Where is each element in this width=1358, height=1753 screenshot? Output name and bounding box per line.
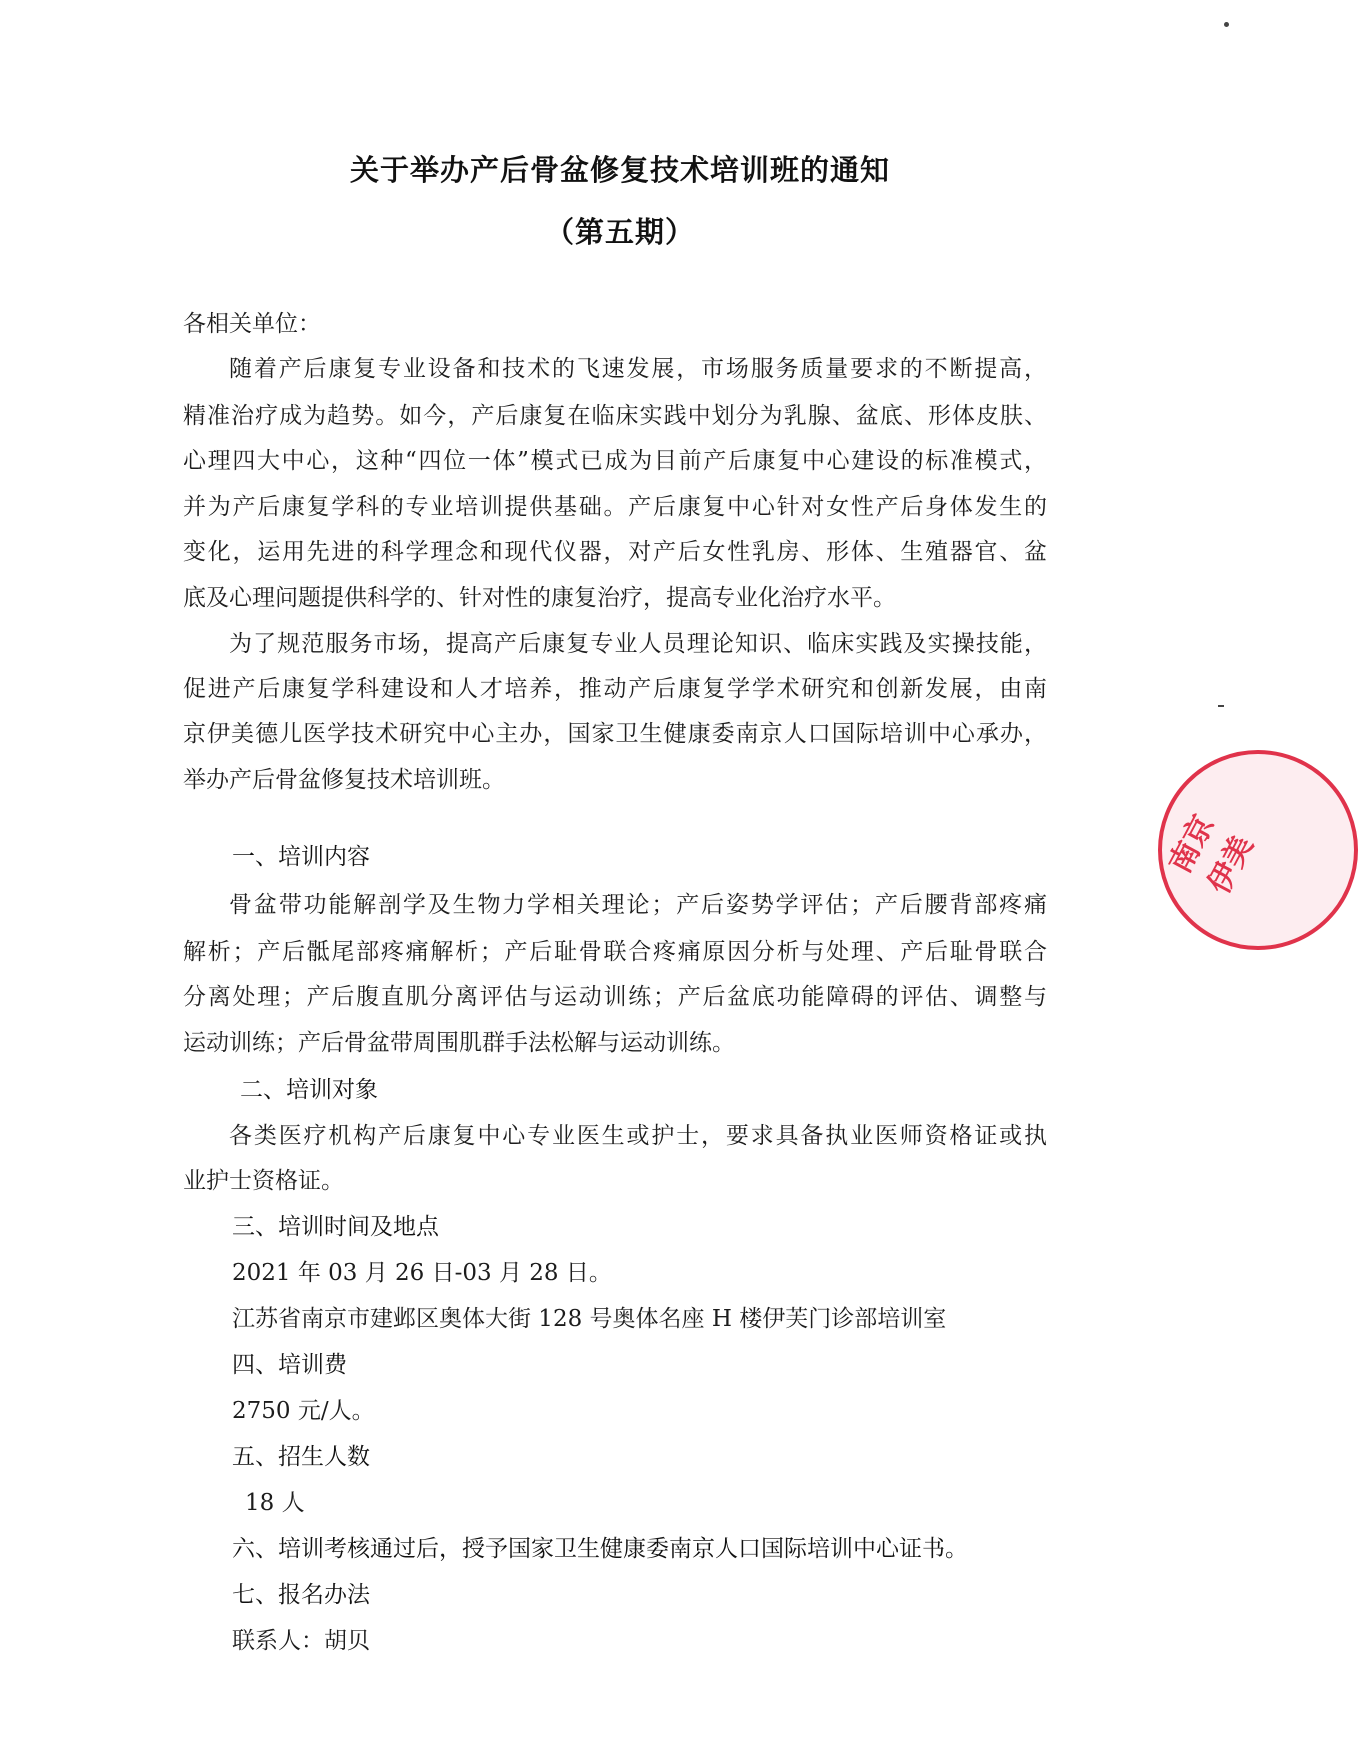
intro-line: 心理四大中心，这种“四位一体”模式已成为目前产后康复中心建设的标准模式， (183, 448, 1047, 474)
intro-line: 底及心理问题提供科学的、针对性的康复治疗，提高专业化治疗水平。 (183, 585, 896, 611)
intro-line: 变化，运用先进的科学理念和现代仪器，对产后女性乳房、形体、生殖器官、盆 (183, 539, 1047, 565)
section2-line: 业护士资格证。 (183, 1168, 344, 1194)
purpose-line: 举办产后骨盆修复技术培训班。 (183, 767, 505, 793)
section1-line: 运动训练；产后骨盆带周围肌群手法松解与运动训练。 (183, 1030, 735, 1056)
training-fee: 2750 元/人。 (232, 1398, 375, 1424)
intro-line: 并为产后康复学科的专业培训提供基础。产后康复中心针对女性产后身体发生的 (183, 494, 1047, 520)
document-subtitle: （第五期） (544, 215, 695, 249)
section-heading-content: 一、培训内容 (232, 844, 370, 870)
section-heading-fee: 四、培训费 (232, 1352, 347, 1378)
section-heading-registration: 七、报名办法 (232, 1582, 370, 1608)
contact-person: 联系人：胡贝 (232, 1628, 370, 1654)
purpose-line: 京伊美德儿医学技术研究中心主办，国家卫生健康委南京人口国际培训中心承办， (183, 721, 1047, 747)
scan-speck (1218, 705, 1224, 707)
section-heading-certificate: 六、培训考核通过后，授予国家卫生健康委南京人口国际培训中心证书。 (232, 1536, 968, 1562)
section1-line: 分离处理；产后腹直肌分离评估与运动训练；产后盆底功能障碍的评估、调整与 (183, 984, 1047, 1010)
training-date: 2021 年 03 月 26 日-03 月 28 日。 (232, 1260, 612, 1286)
purpose-line: 为了规范服务市场，提高产后康复专业人员理论知识、临床实践及实操技能， (229, 631, 1047, 657)
training-location: 江苏省南京市建邺区奥体大街 128 号奥体名座 H 楼伊芙门诊部培训室 (232, 1306, 947, 1332)
seal-text-label: 南京伊美 (1162, 809, 1261, 900)
section2-line: 各类医疗机构产后康复中心专业医生或护士，要求具备执业医师资格证或执 (229, 1123, 1047, 1149)
salutation: 各相关单位： (183, 311, 321, 337)
enrollment-count: 18 人 (245, 1490, 305, 1516)
purpose-line: 促进产后康复学科建设和人才培养，推动产后康复学学术研究和创新发展，由南 (183, 676, 1047, 702)
section1-line: 解析；产后骶尾部疼痛解析；产后耻骨联合疼痛原因分析与处理、产后耻骨联合 (183, 939, 1047, 965)
section-heading-time-place: 三、培训时间及地点 (232, 1214, 439, 1240)
section-heading-audience: 二、培训对象 (240, 1077, 378, 1103)
section-heading-enrollment: 五、招生人数 (232, 1444, 370, 1470)
document-title: 关于举办产后骨盆修复技术培训班的通知 (349, 153, 890, 187)
intro-line: 精准治疗成为趋势。如今，产后康复在临床实践中划分为乳腺、盆底、形体皮肤、 (183, 403, 1047, 429)
scan-speck (1224, 22, 1229, 27)
intro-line: 随着产后康复专业设备和技术的飞速发展，市场服务质量要求的不断提高， (229, 356, 1047, 382)
section1-line: 骨盆带功能解剖学及生物力学相关理论；产后姿势学评估；产后腰背部疼痛 (229, 892, 1047, 918)
